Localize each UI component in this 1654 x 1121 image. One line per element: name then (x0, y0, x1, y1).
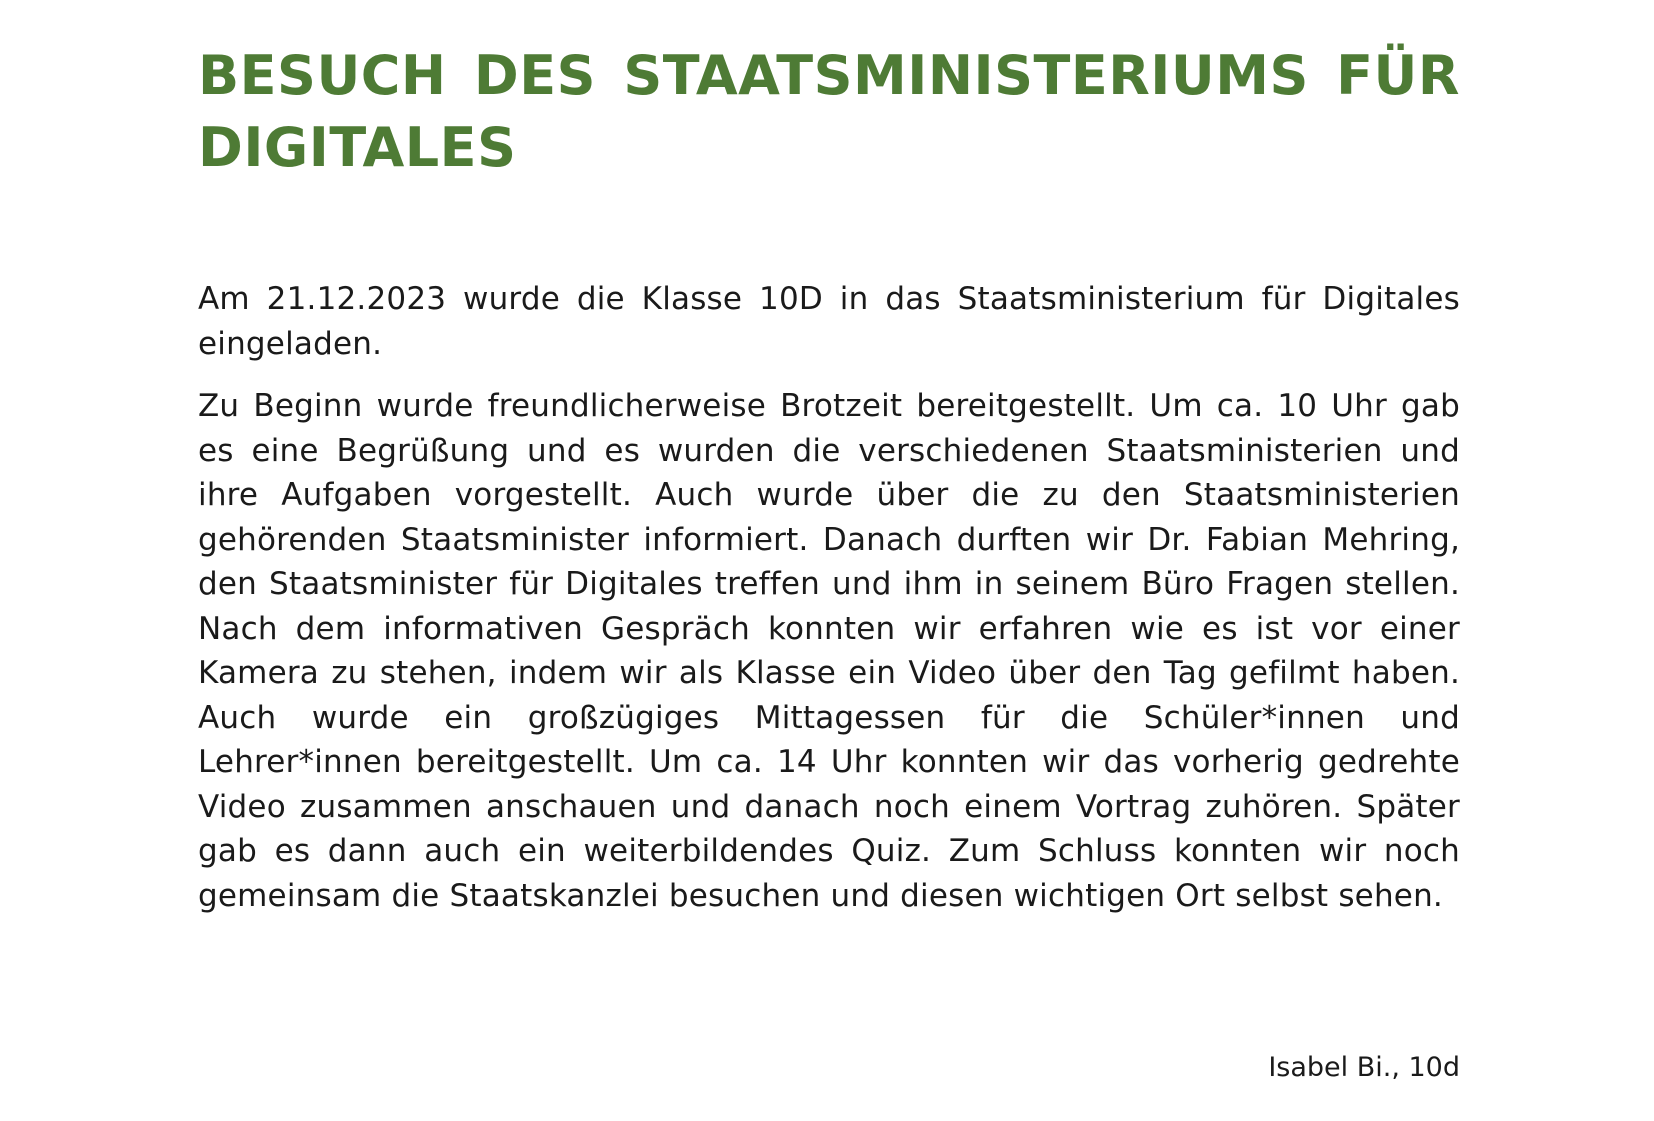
paragraph-intro: Am 21.12.2023 wurde die Klasse 10D in das Staatsministerium für Digitales eingeladen. (198, 281, 1460, 362)
document-page (198, 40, 1460, 936)
author-signature: Isabel Bi., 10d (1268, 1052, 1460, 1083)
document-body (198, 277, 1460, 918)
paragraph-report: Zu Beginn wurde freundlicherweise Brotzeit bereitgestellt. Um ca. 10 Uhr gab es eine Begrüßung und es wurden die verschiedenen Staatsministerien und ihre Aufgaben vorgestellt. Auch wurde über die zu den Staatsministerien gehörenden Staatsminister informiert. Danach durften wir Dr. Fabian Mehring, den Staatsminister für Digitales treffen und ihm in seinem Büro Fragen stellen. Nach dem informativen Gespräch konnten wir erfahren wie es ist vor einer Kamera zu stehen, indem wir als Klasse ein Video über den Tag gefilmt haben. Auch wurde ein großzügiges Mittagessen für die Schüler*innen und Lehrer*innen bereitgestellt. Um ca. 14 Uhr konnten wir das vorherig gedrehte Video zusammen anschauen und danach noch einem Vortrag zuhören. Später gab es dann auch ein weiterbildendes Quiz. Zum Schluss konnten wir noch gemeinsam die Staatskanzlei besuchen und diesen wichtigen Ort selbst sehen. (198, 388, 1460, 914)
document-title: BESUCH DES STAATSMINISTERIUMS FÜR DIGITALES (198, 44, 1460, 179)
